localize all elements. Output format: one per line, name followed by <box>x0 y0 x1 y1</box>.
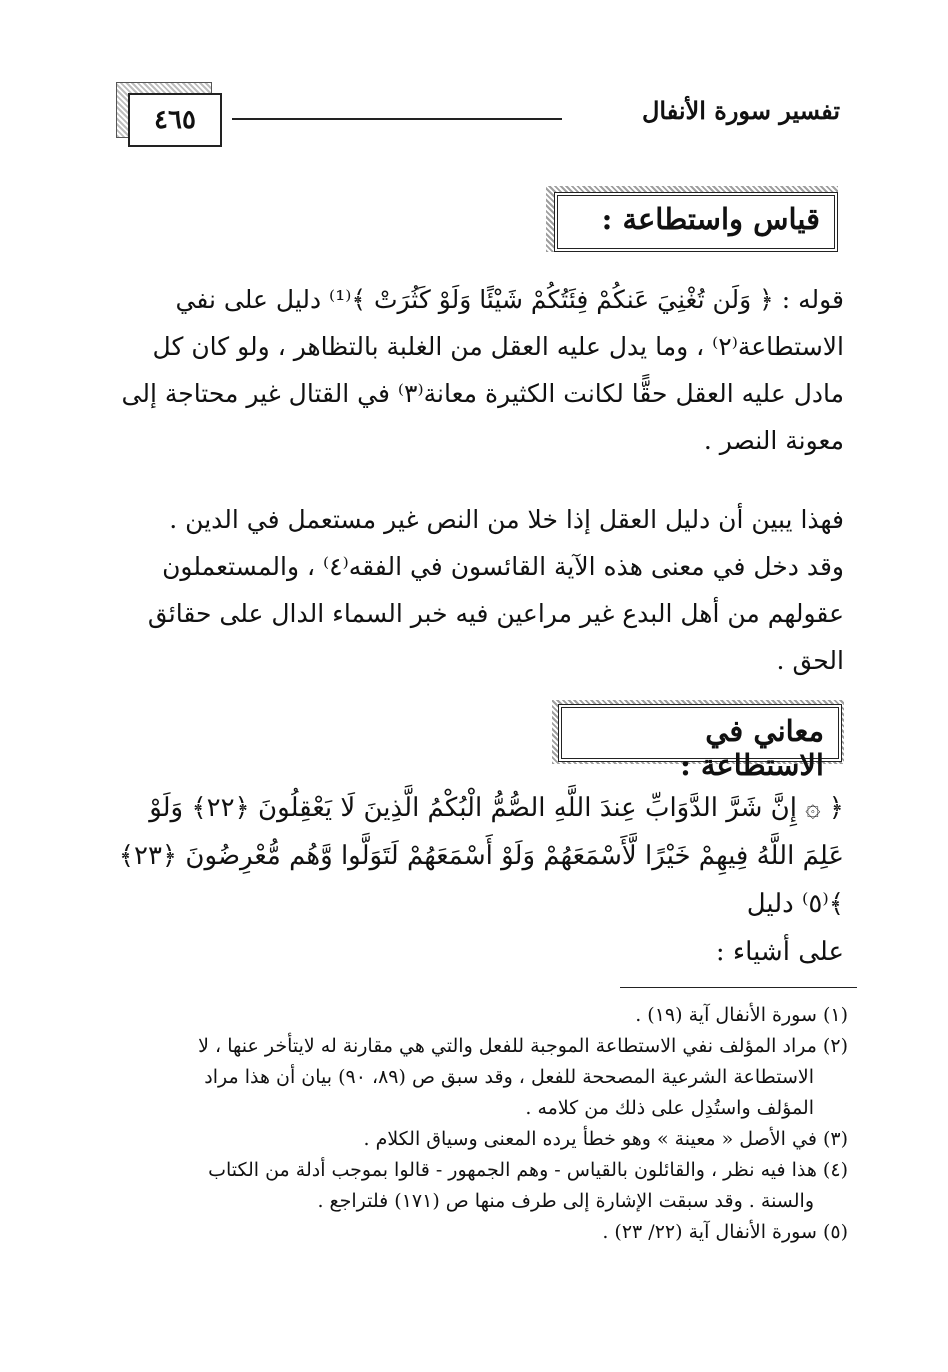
paragraph-2 <box>106 496 844 684</box>
text-line: قوله : ﴿ وَلَن تُغْنِيَ عَنكُمْ فِئَتُكُمْ شَيْئًا وَلَوْ كَثُرَتْ ﴾⁽¹⁾ دليل على نفي <box>175 285 844 314</box>
text-line: الاستطاعة⁽٢⁾ ، وما يدل عليه العقل من الغلبة بالتظاهر ، ولو كان كل <box>152 332 844 361</box>
section-heading-maani: معاني في الاستطاعة : <box>558 704 842 762</box>
page-number: ٤٦٥ <box>128 93 222 147</box>
text-line: معونة النصر . <box>703 426 844 455</box>
section-heading-qiyas: قياس واستطاعة : <box>554 192 838 252</box>
text-line: على أشياء : <box>715 937 844 967</box>
footnote-2-continued: الاستطاعة الشرعية المصححة للفعل ، وقد سبق ص (٨٩، ٩٠) بيان أن هذا مراد <box>204 1066 814 1088</box>
footnote-2: (٢) مراد المؤلف نفي الاستطاعة الموجبة للفعل والتي هي مقارنة له لايتأخر عنها ، لا <box>198 1035 848 1057</box>
header-rule <box>232 118 562 120</box>
footnotes <box>126 1000 848 1248</box>
running-title: تفسير سورة الأنفال <box>641 96 840 125</box>
footnote-5: (٥) سورة الأنفال آية (٢٢/ ٢٣) . <box>602 1221 848 1243</box>
footnote-4: (٤) هذا فيه نظر ، والقائلون بالقياس - وهم الجمهور - قالوا بموجب أدلة من الكتاب <box>208 1159 848 1181</box>
text-line: فهذا يبين أن دليل العقل إذا خلا من النص غير مستعمل في الدين . <box>169 505 844 534</box>
footnote-4-continued: والسنة . وقد سبقت الإشارة إلى طرف منها ص (١٧١) فلتراجع . <box>317 1190 814 1212</box>
text-line: ﴿ ۞ إِنَّ شَرَّ الدَّوَابِّ عِندَ اللَّهِ الصُّمُّ الْبُكْمُ الَّذِينَ لَا يَعْقِلُونَ ﴿٢٢﴾ وَلَوْ <box>149 793 844 823</box>
footnote-1: (١) سورة الأنفال آية (١٩) . <box>635 1004 848 1026</box>
text-line: عقولهم من أهل البدع غير مراعين فيه خبر السماء الدال على حقائق <box>147 599 844 628</box>
text-line: الحق . <box>776 646 844 675</box>
footnote-3: (٣) في الأصل « معينة » وهو خطأ يرده المعنى وسياق الكلام . <box>363 1128 848 1150</box>
footnote-2-continued: المؤلف واستُدِل على ذلك من كلامه . <box>525 1097 814 1119</box>
footnote-rule <box>620 987 857 988</box>
text-line: عَلِمَ اللَّهُ فِيهِمْ خَيْرًا لَّأَسْمَعَهُمْ وَلَوْ أَسْمَعَهُمْ لَتَوَلَّوا وَّهُم مُّعْرِضُونَ ﴿٢٣﴾ ﴾⁽٥⁾ دليل <box>118 841 844 919</box>
quran-verse-block <box>102 784 844 976</box>
text-line: وقد دخل في معنى هذه الآية القائسون في الفقه⁽٤⁾ ، والمستعملون <box>162 552 844 581</box>
section1-text <box>106 276 844 464</box>
text-line: مادل عليه العقل حقًّا لكانت الكثيرة معانة⁽٣⁾ في القتال غير محتاجة إلى <box>121 379 844 408</box>
